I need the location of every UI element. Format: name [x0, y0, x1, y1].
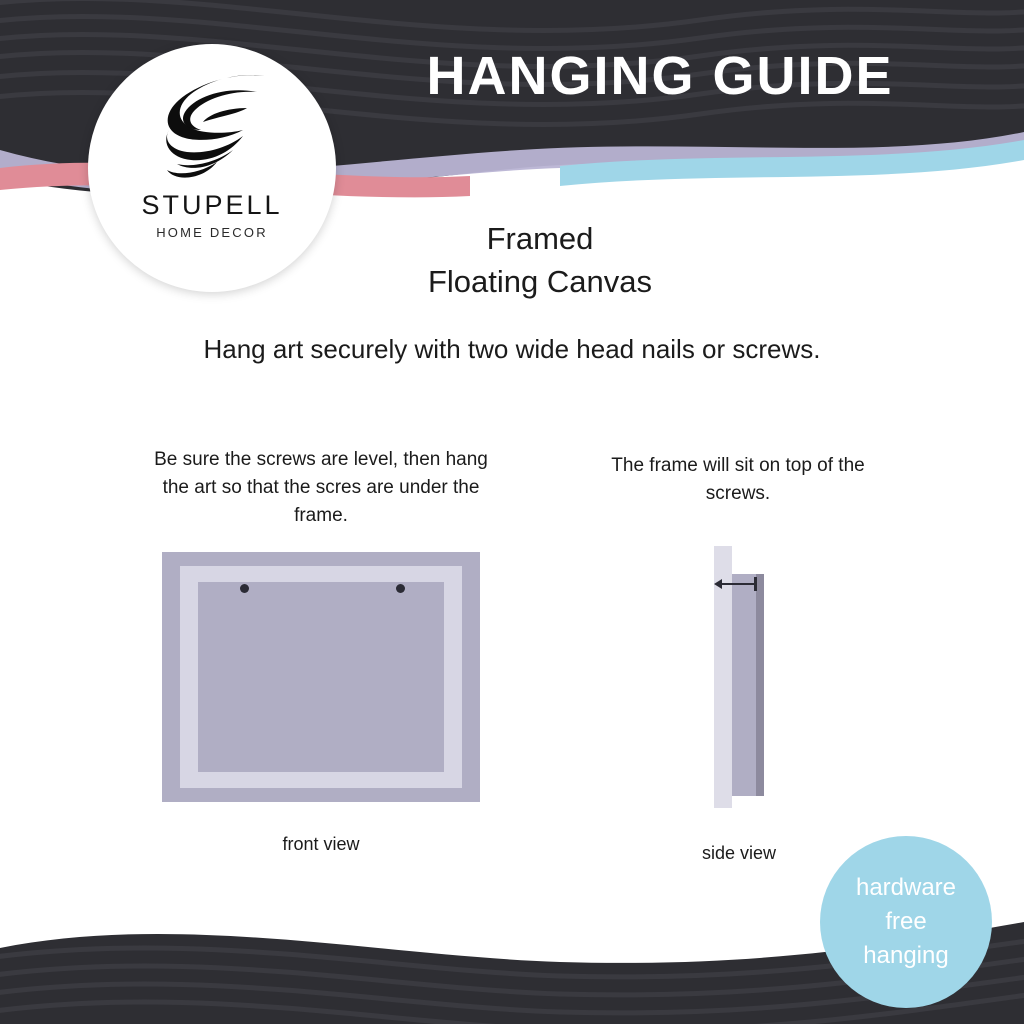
side-view-screw-arrow-icon [714, 579, 722, 589]
hardware-free-badge [820, 836, 992, 1008]
side-view-note: The frame will sit on top of the screws. [611, 455, 865, 505]
side-view-screw-head-icon [754, 577, 757, 591]
front-view-note: Be sure the screws are level, then hang the art so that the scres are under the frame. [154, 449, 488, 527]
product-line-2: Floating Canvas [427, 263, 652, 299]
badge-line-2: free [885, 907, 927, 935]
side-view-frame-face [756, 574, 764, 796]
badge-line-1: hardware [855, 873, 957, 901]
side-view-label: side view [701, 843, 777, 863]
page-title: HANGING GUIDE [426, 46, 894, 106]
brand-tagline: HOME DECOR [156, 225, 268, 240]
screw-dot-right-icon [396, 584, 405, 593]
main-instruction: Hang art securely with two wide head nails or screws. [203, 334, 821, 364]
stupell-swoosh-icon [147, 70, 277, 188]
side-view-frame-edge [732, 574, 756, 796]
badge-line-3: hanging [863, 942, 949, 970]
front-view-label: front view [282, 834, 360, 854]
brand-name: STUPELL [141, 190, 283, 220]
side-view-diagram [706, 546, 776, 808]
product-heading [330, 218, 750, 304]
front-view-canvas [198, 582, 444, 772]
front-view-diagram [162, 552, 480, 802]
side-view-screw-icon [716, 583, 756, 585]
screw-dot-left-icon [240, 584, 249, 593]
product-line-1: Framed [486, 221, 594, 256]
brand-logo-badge [88, 44, 336, 292]
